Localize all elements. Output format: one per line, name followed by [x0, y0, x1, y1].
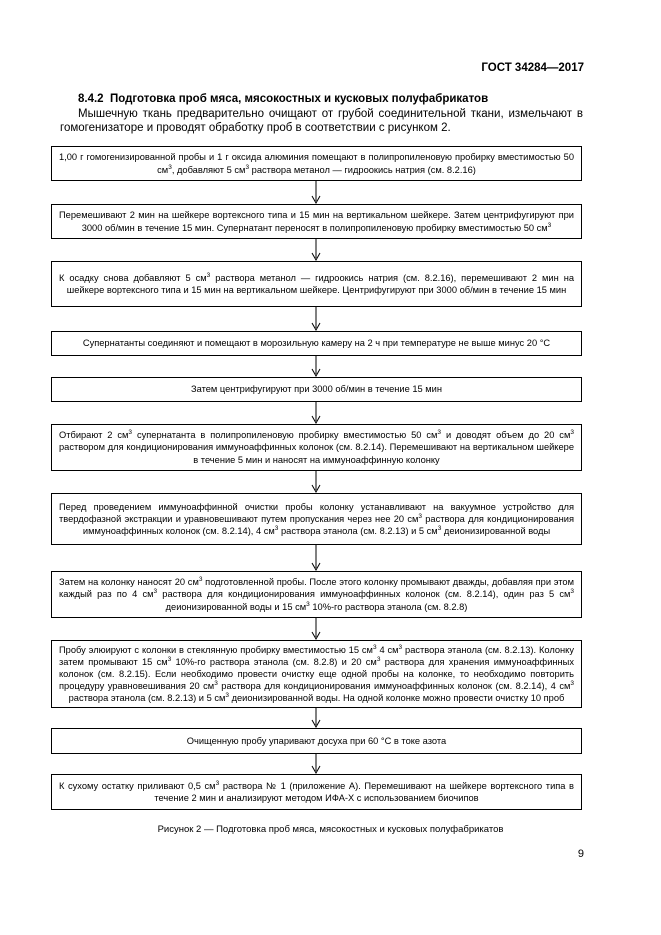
flow-arrow: [311, 708, 321, 728]
flow-step-text: Перемешивают 2 мин на шейкере вортексного типа и 15 мин на вертикальном шейкере. Затем центрифугируют при 3000 об/мин в течение 15 мин. Супернатант переносят в полипропиленовую пробирку вместимостью 50 $см^3$: [59, 210, 574, 233]
flow-arrow: [311, 754, 321, 774]
section-heading: [78, 93, 488, 105]
section-number: 8.4.2: [78, 93, 104, 105]
intro-paragraph: Мышечную ткань предварительно очищают от грубой соединительной ткани, измельчают в гомогенизаторе и проводят обработку проб в соответствии с рисунком 2.: [60, 108, 583, 134]
flow-step-text: Затем центрифугируют при 3000 об/мин в течение 15 мин: [190, 384, 443, 395]
flow-step: [51, 728, 582, 754]
flow-arrow: [311, 545, 321, 571]
flow-step-text: 1,00 г гомогенизированной пробы и 1 г оксида алюминия помещают в полипропиленовую пробирку вместимостью 50 $см^3$, добавляют 5 $см^3$ раствора метанол — гидроокись натрия (см. 8.2.16): [59, 152, 574, 175]
standard-header: ГОСТ 34284—2017: [481, 62, 584, 74]
flow-step-text: Очищенную пробу упаривают досуха при 60 °С в токе азота: [186, 735, 447, 746]
flow-arrow: [311, 307, 321, 331]
flow-arrow: [311, 402, 321, 424]
flow-step: [51, 493, 582, 545]
flow-step: [51, 204, 582, 239]
flow-step: [51, 331, 582, 356]
flow-step: [51, 774, 582, 810]
flow-arrow: [311, 471, 321, 493]
figure-caption: Рисунок 2 — Подготовка проб мяса, мясокостных и кусковых полуфабрикатов: [157, 824, 504, 835]
flow-step: [51, 640, 582, 708]
flow-arrow: [311, 356, 321, 377]
flow-step-text: Перед проведением иммуноаффинной очистки пробы колонку устанавливают на вакуумное устройство для твердофазной экстракции и уравновешивают путем пропускания через нее 20 $см^3$ раствора для кондиционирования иммуноаффинных колонок (см. 8.2.14), 4 $см^3$ раствора этанола (см. 8.2.13) и 5 $см^3$ деионизированной воды: [59, 501, 574, 537]
page-number: 9: [577, 848, 584, 860]
flow-arrow: [311, 239, 321, 261]
flow-arrow: [311, 181, 321, 204]
flow-step-text: К сухому остатку приливают 0,5 $см^3$ раствора № 1 (приложение А). Перемешивают на шейкере вортексного типа в течение 2 мин и анализируют методом ИФА-Х с использованием биочипов: [59, 779, 575, 803]
flow-step-text: Затем на колонку наносят 20 $см^3$ подготовленной пробы. После этого колонку промывают дважды, добавляя при этом каждый раз по 4 $см^3$ раствора для кондиционирования иммуноаффинных колонок (см. 8.2.14), один раз 5 $см^3$ деионизированной воды и 15 $см^3$ 10%-го раствора этанола (см. 8.2.8): [59, 576, 574, 612]
flow-step: [51, 377, 582, 402]
flow-step-text: Супернатанты соединяют и помещают в морозильную камеру на 2 ч при температуре не выше минус 20 °С: [82, 338, 551, 349]
flow-step: [51, 571, 582, 618]
flow-step: [51, 424, 582, 471]
section-title: Подготовка проб мяса, мясокостных и кусковых полуфабрикатов: [109, 93, 489, 105]
flow-step: [51, 261, 582, 307]
flow-step-text: К осадку снова добавляют 5 $см^3$ раствора метанол — гидроокись натрия (см. 8.2.16), перемешивают 2 мин на шейкере вортексного типа и 15 мин на вертикальном шейкере. Центрифугируют при 3000 об/мин в течение 15 мин: [59, 271, 575, 295]
flow-step-text: Пробу элюируют с колонки в стеклянную пробирку вместимостью 15 $см^3$ 4 $см^3$ раствора этанола (см. 8.2.13). Колонку затем промывают 15 $см^3$ 10%-го раствора этанола (см. 8.2.8) и 20 $см^3$ раствора для хранения иммуноаффинных колонок (см. 8.2.15). Если необходимо провести очистку еще одной пробы на колонке, то необходимо повторить процедуру уравновешивания 20 $см^3$ раствора для кондиционирования иммуноаффинных колонок (см. 8.2.14), 4 $см^3$ раствора этанола (см. 8.2.13) и 5 $см^3$ деионизированной воды. На одной колонке можно провести очистку 10 проб: [59, 643, 574, 704]
flow-arrow: [311, 618, 321, 640]
flow-step: [51, 146, 582, 181]
flow-step-text: Отбирают 2 $см^3$ супернатанта в полипропиленовую пробирку вместимостью 50 $см^3$ и доводят объем до 20 $см^3$ раствором для кондиционирования иммуноаффинных колонок (см. 8.2.14). Перемешивают на вертикальном шейкере в течение 5 мин и наносят на иммуноаффинную колонку: [59, 429, 574, 465]
